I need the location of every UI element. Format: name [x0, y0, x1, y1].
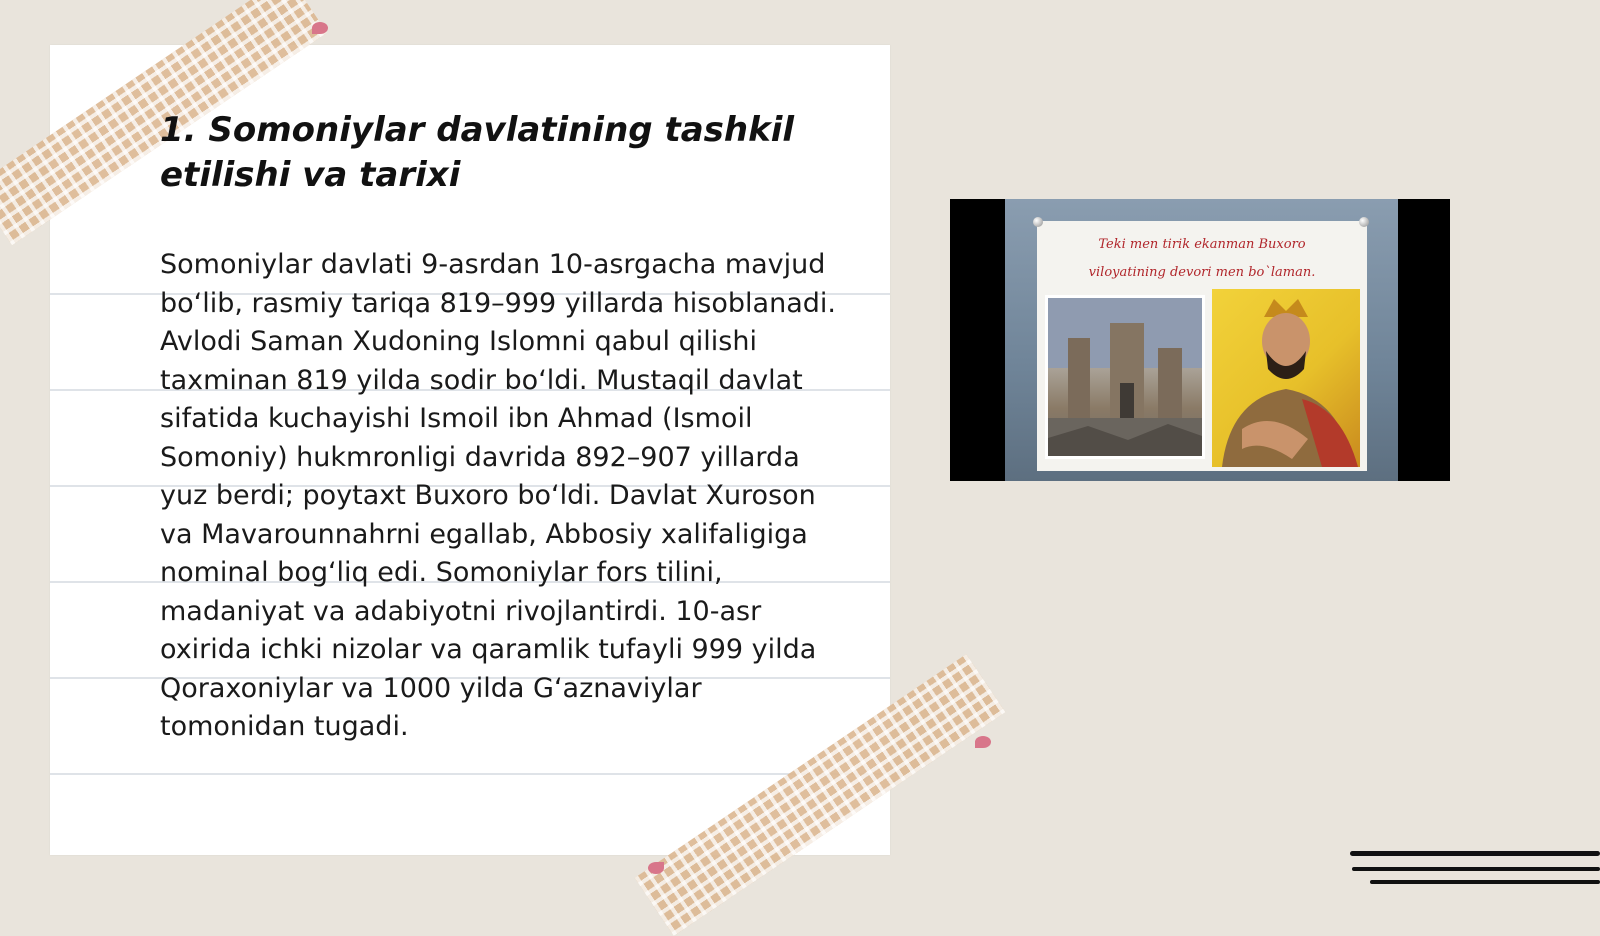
castle-illustration [1048, 298, 1202, 456]
picture-background [1005, 199, 1398, 481]
slide-title: 1. Somoniylar davlatining tashkil etilishi va tarixi [160, 110, 795, 195]
tape-tip-decoration [312, 22, 328, 34]
quote-line: viloyatining devori men bo`laman. [1088, 265, 1316, 280]
slide-body-text: Somoniylar davlati 9-asrdan 10-asrgacha mavjud bo‘lib, rasmiy tariqa 819–999 yillarda hisoblanadi. Avlodi Saman Xudoning Islomni qabul qilishi taxminan 819 yilda sodir bo‘ldi. Mustaqil davlat sifatida kuchayishi Ismoil ibn Ahmad (Ismoil Somoniy) hukmronligi davrida 892–907 yillarda yuz berdi; poytaxt Buxoro bo‘ldi. Davlat Xuroson va Mavarounnahrni egallab, Abbosiy xalifaligiga nominal bog‘liq edi. Somoniylar fors tilini, madaniyat va adabiyotni rivojlantirdi. 10-asr oxirida ichki nizolar va qaramlik tufayli 999 yilda Qoraxoniylar va 1000 yilda G‘aznaviylar tomonidan tugadi. [160, 249, 836, 742]
tape-tip-decoration [648, 862, 664, 874]
ruler-portrait [1212, 289, 1360, 467]
decorative-stroke [1370, 880, 1600, 884]
pinned-card [1037, 221, 1367, 471]
slide-picture [950, 199, 1450, 481]
picture-quote [1037, 231, 1367, 287]
decorative-stroke [1350, 851, 1600, 856]
castle-painting [1045, 295, 1205, 459]
paper-rule [50, 773, 890, 775]
quote-line: Teki men tirik ekanman Buxoro [1098, 237, 1306, 252]
decorative-stroke [1352, 867, 1600, 871]
ruler-illustration [1212, 289, 1360, 467]
tape-tip-decoration [975, 736, 991, 748]
pin-icon [1033, 217, 1043, 227]
pin-icon [1359, 217, 1369, 227]
